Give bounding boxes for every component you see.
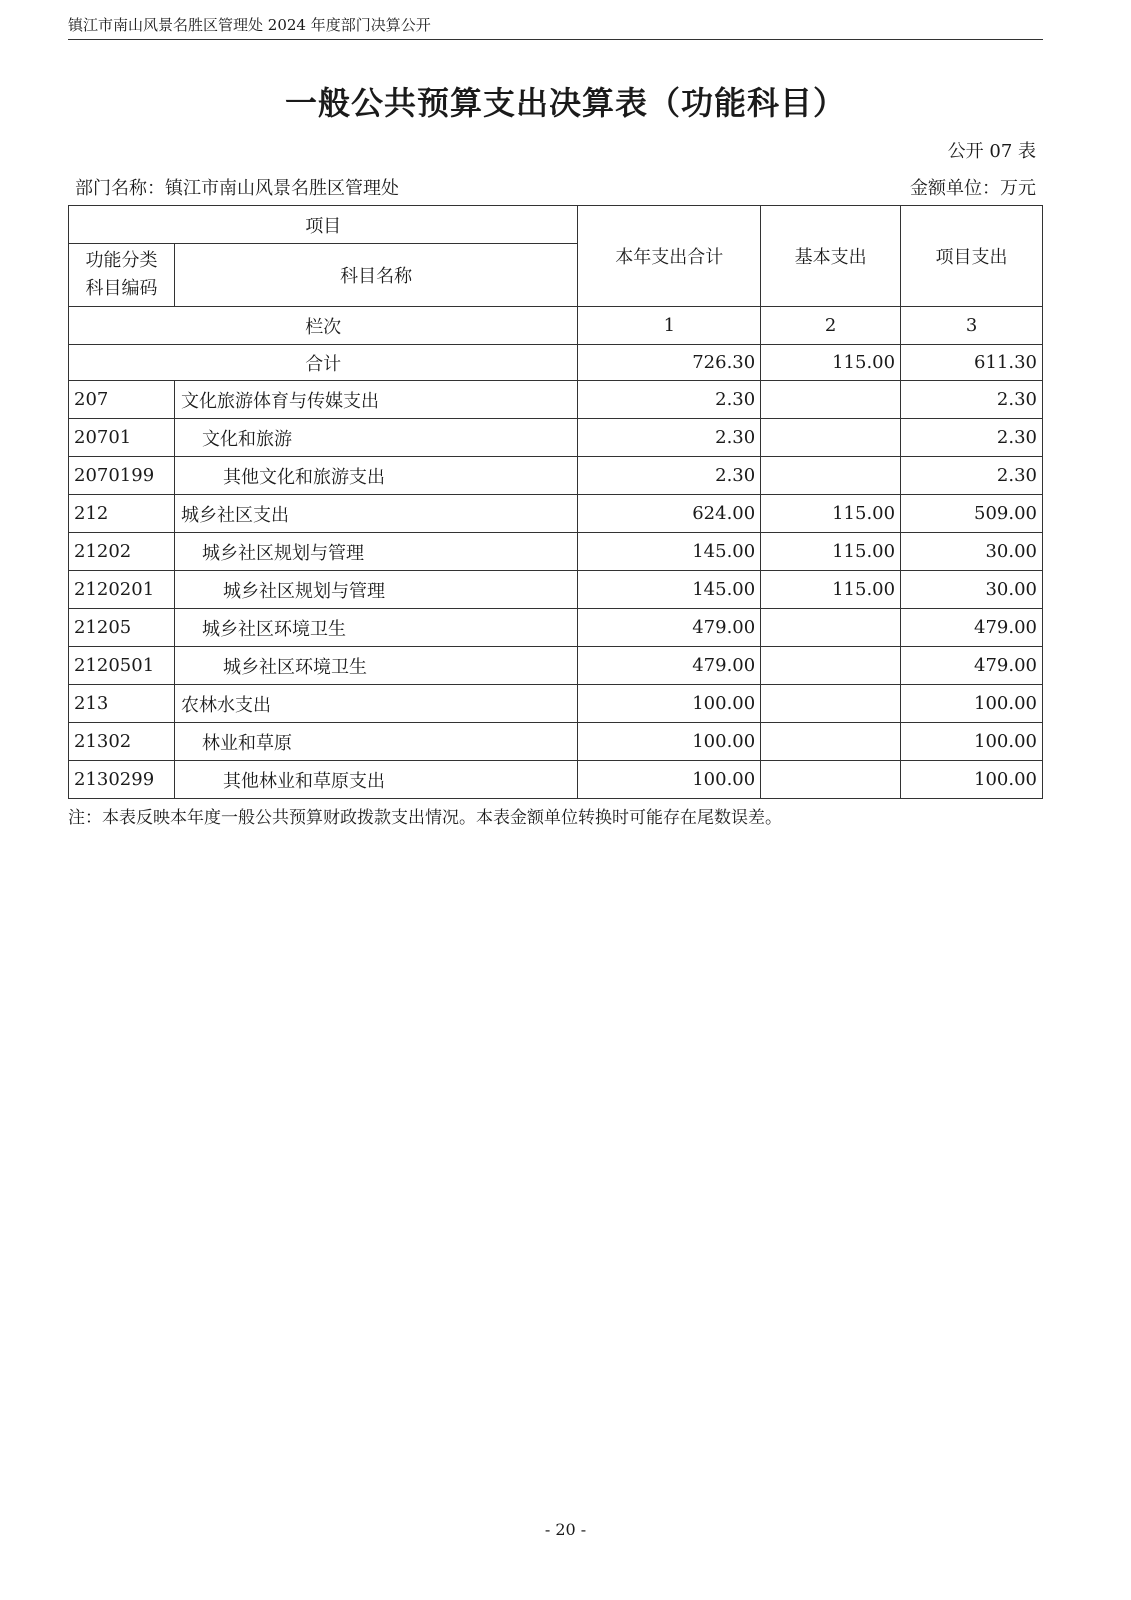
page-number: - 20 -: [544, 1520, 587, 1539]
row-basic: 115.00: [761, 533, 901, 571]
row-subject-name: 城乡社区规划与管理: [174, 571, 577, 609]
row-project: 30.00: [901, 571, 1043, 609]
row-code: 20701: [69, 419, 175, 457]
row-basic: [761, 609, 901, 647]
page-title: 一般公共预算支出决算表（功能科目）: [284, 84, 846, 122]
department-name: 部门名称：镇江市南山风景名胜区管理处: [75, 178, 399, 199]
table-row: [69, 533, 1043, 571]
column-index-1: 1: [578, 307, 761, 345]
column-index-3: 3: [901, 307, 1043, 345]
row-total: 100.00: [578, 723, 761, 761]
amount-unit: 金额单位：万元: [910, 178, 1036, 199]
row-total: 479.00: [578, 647, 761, 685]
table-note: 注：本表反映本年度一般公共预算财政拨款支出情况。本表金额单位转换时可能存在尾数误差。: [68, 808, 782, 828]
column-index-row: [69, 307, 1043, 345]
row-code: 207: [69, 381, 175, 419]
row-basic: [761, 723, 901, 761]
row-basic: [761, 685, 901, 723]
row-project: 509.00: [901, 495, 1043, 533]
row-code: 21302: [69, 723, 175, 761]
row-subject-name: 其他林业和草原支出: [174, 761, 577, 799]
table-row: [69, 381, 1043, 419]
expenditure-table: [68, 205, 1043, 799]
row-total: 2.30: [578, 419, 761, 457]
row-code: 21202: [69, 533, 175, 571]
row-code: 2120501: [69, 647, 175, 685]
row-project: 2.30: [901, 457, 1043, 495]
column-index-label: 栏次: [69, 307, 578, 345]
total-row: [69, 345, 1043, 381]
row-total: 479.00: [578, 609, 761, 647]
row-basic: [761, 457, 901, 495]
total-label: 合计: [69, 345, 578, 381]
table-row: [69, 647, 1043, 685]
table-row: [69, 761, 1043, 799]
row-total: 2.30: [578, 457, 761, 495]
header-divider: [68, 39, 1043, 40]
row-project: 2.30: [901, 381, 1043, 419]
header-subject-name: 科目名称: [174, 244, 577, 307]
row-total: 145.00: [578, 533, 761, 571]
row-basic: 115.00: [761, 571, 901, 609]
column-index-2: 2: [761, 307, 901, 345]
table-row: [69, 685, 1043, 723]
row-subject-name: 文化和旅游: [174, 419, 577, 457]
row-total: 624.00: [578, 495, 761, 533]
row-basic: [761, 647, 901, 685]
running-header: 镇江市南山风景名胜区管理处 2024 年度部门决算公开: [68, 16, 431, 34]
row-project: 30.00: [901, 533, 1043, 571]
row-subject-name: 农林水支出: [174, 685, 577, 723]
row-project: 479.00: [901, 609, 1043, 647]
row-project: 100.00: [901, 761, 1043, 799]
table-code: 公开 07 表: [947, 141, 1036, 162]
header-total: 本年支出合计: [578, 206, 761, 307]
table-row: [69, 571, 1043, 609]
total-project: 611.30: [901, 345, 1043, 381]
row-project: 100.00: [901, 723, 1043, 761]
row-subject-name: 城乡社区支出: [174, 495, 577, 533]
row-total: 145.00: [578, 571, 761, 609]
header-row-1: [69, 206, 1043, 244]
table-row: [69, 495, 1043, 533]
row-code: 2120201: [69, 571, 175, 609]
row-total: 2.30: [578, 381, 761, 419]
row-total: 100.00: [578, 685, 761, 723]
row-code: 213: [69, 685, 175, 723]
row-basic: [761, 381, 901, 419]
row-total: 100.00: [578, 761, 761, 799]
header-item: 项目: [69, 206, 578, 244]
row-project: 479.00: [901, 647, 1043, 685]
row-code: 2130299: [69, 761, 175, 799]
total-amount: 726.30: [578, 345, 761, 381]
row-code: 2070199: [69, 457, 175, 495]
row-subject-name: 城乡社区规划与管理: [174, 533, 577, 571]
row-basic: [761, 761, 901, 799]
table-row: [69, 609, 1043, 647]
table-row: [69, 419, 1043, 457]
row-basic: [761, 419, 901, 457]
total-basic: 115.00: [761, 345, 901, 381]
row-subject-name: 城乡社区环境卫生: [174, 609, 577, 647]
row-subject-name: 其他文化和旅游支出: [174, 457, 577, 495]
table-row: [69, 723, 1043, 761]
row-project: 100.00: [901, 685, 1043, 723]
row-project: 2.30: [901, 419, 1043, 457]
header-func-code: 功能分类 科目编码: [69, 244, 175, 307]
table-row: [69, 457, 1043, 495]
header-project: 项目支出: [901, 206, 1043, 307]
row-basic: 115.00: [761, 495, 901, 533]
row-subject-name: 林业和草原: [174, 723, 577, 761]
row-code: 212: [69, 495, 175, 533]
row-code: 21205: [69, 609, 175, 647]
row-subject-name: 文化旅游体育与传媒支出: [174, 381, 577, 419]
header-basic: 基本支出: [761, 206, 901, 307]
row-subject-name: 城乡社区环境卫生: [174, 647, 577, 685]
